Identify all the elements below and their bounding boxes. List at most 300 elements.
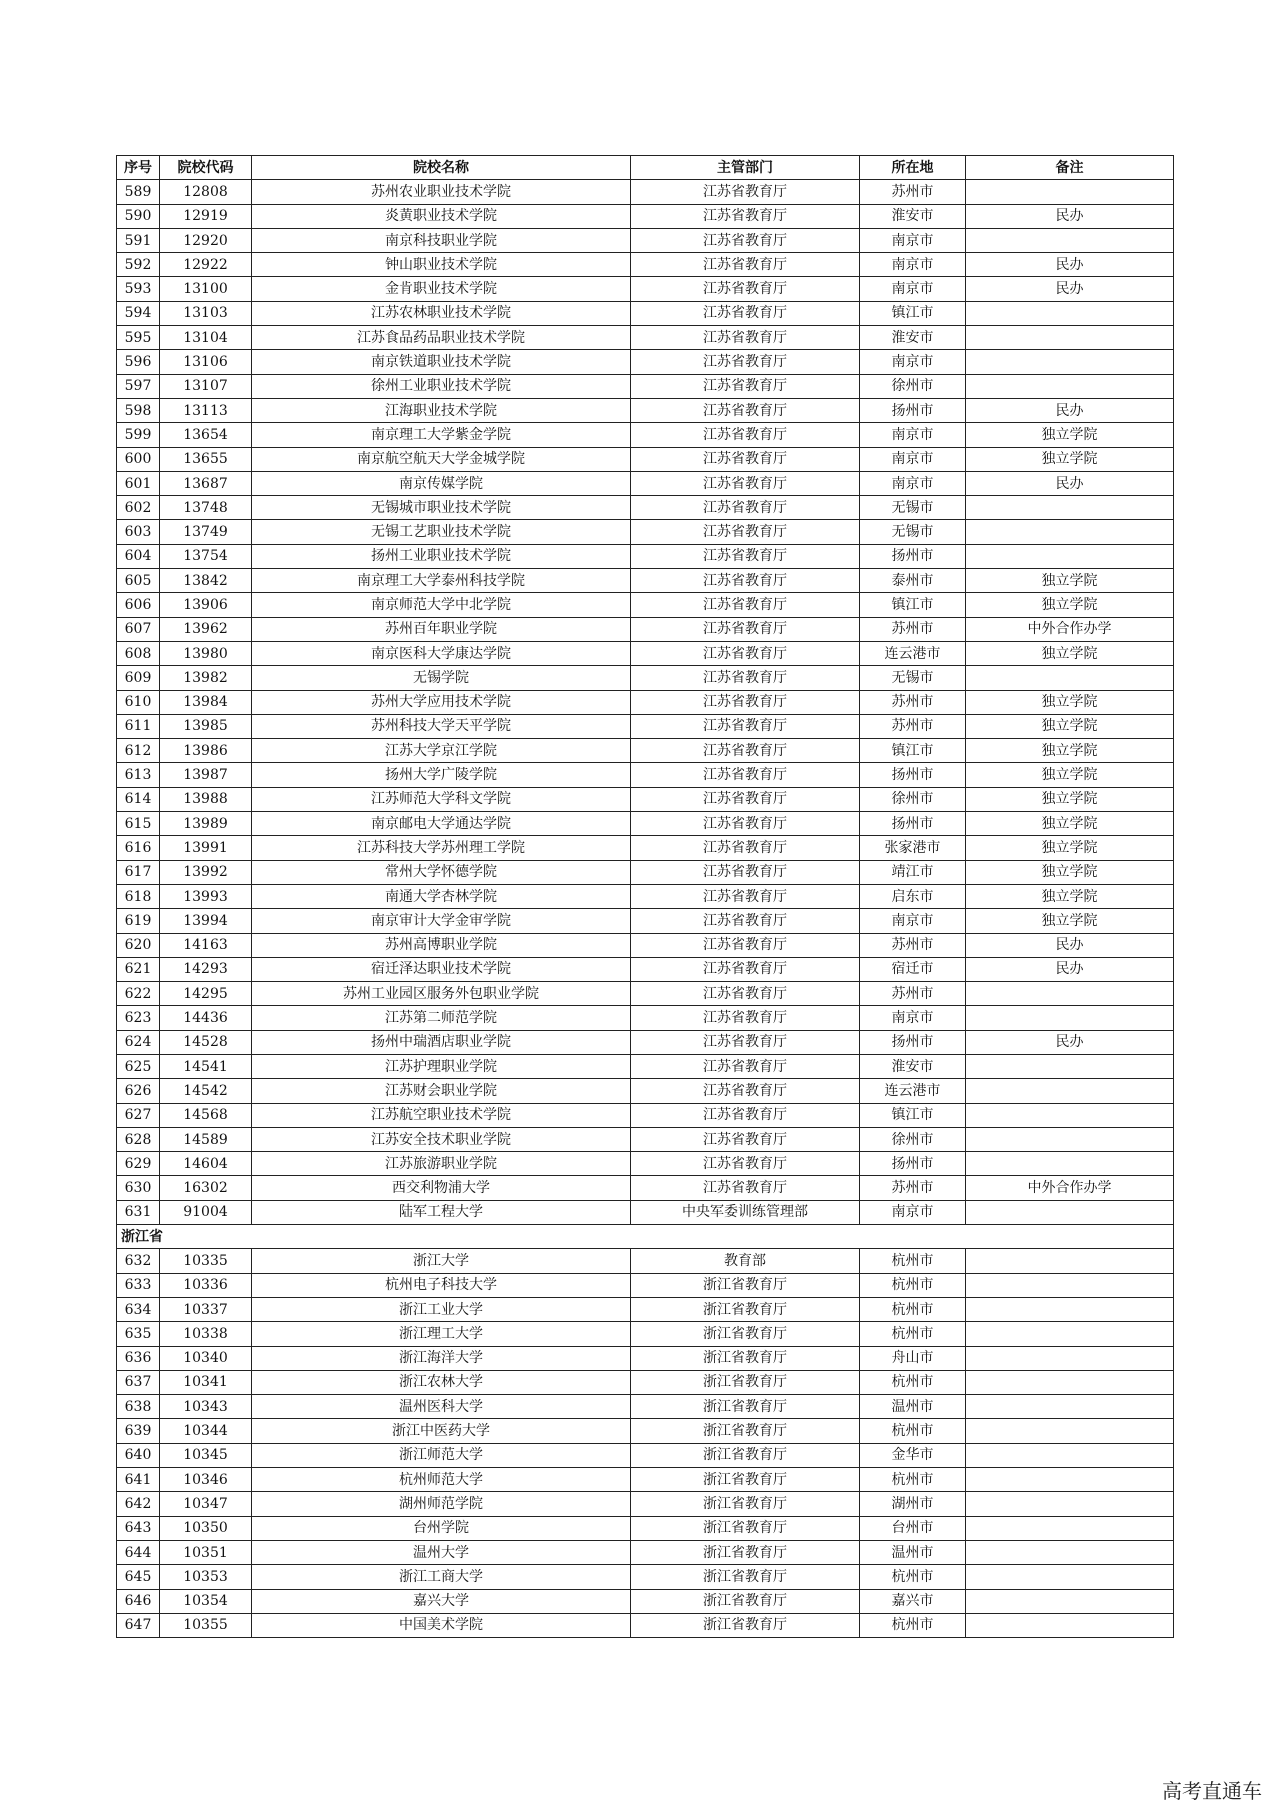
cell-department: 浙江省教育厅: [631, 1419, 860, 1443]
cell-name: 陆军工程大学: [252, 1200, 631, 1224]
cell-name: 南京理工大学紫金学院: [252, 423, 631, 447]
cell-remark: [966, 1492, 1174, 1516]
cell-location: 苏州市: [860, 714, 966, 738]
cell-location: 苏州市: [860, 180, 966, 204]
cell-name: 杭州电子科技大学: [252, 1273, 631, 1297]
cell-name: 无锡城市职业技术学院: [252, 496, 631, 520]
cell-department: 浙江省教育厅: [631, 1346, 860, 1370]
cell-remark: 独立学院: [966, 787, 1174, 811]
cell-code: 13991: [160, 836, 252, 860]
cell-serial: 604: [117, 544, 160, 568]
cell-department: 浙江省教育厅: [631, 1613, 860, 1637]
cell-code: 13993: [160, 884, 252, 908]
watermark: 高考直通车: [1162, 1779, 1262, 1803]
cell-location: 泰州市: [860, 569, 966, 593]
cell-department: 江苏省教育厅: [631, 739, 860, 763]
cell-code: 13984: [160, 690, 252, 714]
cell-location: 南京市: [860, 1006, 966, 1030]
cell-code: 13107: [160, 374, 252, 398]
table-row: [117, 1030, 1174, 1054]
cell-name: 扬州中瑞酒店职业学院: [252, 1030, 631, 1054]
cell-name: 南京传媒学院: [252, 471, 631, 495]
cell-department: 江苏省教育厅: [631, 909, 860, 933]
cell-department: 浙江省教育厅: [631, 1492, 860, 1516]
cell-code: 13962: [160, 617, 252, 641]
table-row: [117, 1370, 1174, 1394]
cell-department: 浙江省教育厅: [631, 1297, 860, 1321]
table-row: [117, 520, 1174, 544]
cell-code: 10346: [160, 1468, 252, 1492]
cell-remark: 民办: [966, 398, 1174, 422]
cell-serial: 612: [117, 739, 160, 763]
cell-remark: [966, 1322, 1174, 1346]
cell-remark: [966, 350, 1174, 374]
cell-location: 扬州市: [860, 544, 966, 568]
cell-code: 10338: [160, 1322, 252, 1346]
table-row: [117, 1127, 1174, 1151]
cell-remark: [966, 1589, 1174, 1613]
cell-code: 10353: [160, 1565, 252, 1589]
cell-remark: 中外合作办学: [966, 1176, 1174, 1200]
cell-code: 14295: [160, 982, 252, 1006]
cell-remark: [966, 228, 1174, 252]
cell-serial: 613: [117, 763, 160, 787]
cell-serial: 600: [117, 447, 160, 471]
cell-serial: 601: [117, 471, 160, 495]
cell-remark: [966, 1054, 1174, 1078]
cell-department: 江苏省教育厅: [631, 447, 860, 471]
cell-name: 常州大学怀德学院: [252, 860, 631, 884]
cell-code: 13985: [160, 714, 252, 738]
table-row: [117, 1346, 1174, 1370]
cell-location: 南京市: [860, 228, 966, 252]
cell-code: 14568: [160, 1103, 252, 1127]
cell-serial: 632: [117, 1249, 160, 1273]
cell-location: 南京市: [860, 253, 966, 277]
cell-location: 扬州市: [860, 1152, 966, 1176]
table-row: [117, 496, 1174, 520]
cell-remark: 独立学院: [966, 884, 1174, 908]
cell-serial: 630: [117, 1176, 160, 1200]
cell-name: 南京医科大学康达学院: [252, 641, 631, 665]
table-row: [117, 326, 1174, 350]
cell-code: 13103: [160, 301, 252, 325]
cell-location: 杭州市: [860, 1322, 966, 1346]
cell-location: 镇江市: [860, 593, 966, 617]
cell-serial: 623: [117, 1006, 160, 1030]
cell-remark: 中外合作办学: [966, 617, 1174, 641]
cell-serial: 625: [117, 1054, 160, 1078]
cell-remark: 独立学院: [966, 909, 1174, 933]
cell-code: 14541: [160, 1054, 252, 1078]
header-department: 主管部门: [631, 156, 860, 180]
cell-code: 12920: [160, 228, 252, 252]
cell-name: 嘉兴大学: [252, 1589, 631, 1613]
cell-department: 浙江省教育厅: [631, 1443, 860, 1467]
cell-department: 江苏省教育厅: [631, 301, 860, 325]
cell-code: 13987: [160, 763, 252, 787]
cell-department: 江苏省教育厅: [631, 1030, 860, 1054]
cell-remark: [966, 1468, 1174, 1492]
cell-department: 江苏省教育厅: [631, 1127, 860, 1151]
cell-department: 江苏省教育厅: [631, 1054, 860, 1078]
table-row: [117, 1054, 1174, 1078]
cell-serial: 608: [117, 641, 160, 665]
cell-location: 无锡市: [860, 520, 966, 544]
cell-serial: 616: [117, 836, 160, 860]
cell-department: 江苏省教育厅: [631, 957, 860, 981]
cell-name: 江苏旅游职业学院: [252, 1152, 631, 1176]
cell-department: 江苏省教育厅: [631, 253, 860, 277]
table-row: [117, 593, 1174, 617]
cell-name: 炎黄职业技术学院: [252, 204, 631, 228]
cell-serial: 609: [117, 666, 160, 690]
table-row: [117, 1589, 1174, 1613]
cell-location: 南京市: [860, 447, 966, 471]
table-row: [117, 301, 1174, 325]
cell-remark: [966, 1516, 1174, 1540]
cell-name: 南京铁道职业技术学院: [252, 350, 631, 374]
cell-name: 南京邮电大学通达学院: [252, 812, 631, 836]
cell-remark: 民办: [966, 1030, 1174, 1054]
table-row: [117, 714, 1174, 738]
cell-department: 江苏省教育厅: [631, 617, 860, 641]
cell-remark: [966, 301, 1174, 325]
cell-code: 91004: [160, 1200, 252, 1224]
cell-remark: [966, 1540, 1174, 1564]
cell-department: 江苏省教育厅: [631, 860, 860, 884]
cell-location: 南京市: [860, 909, 966, 933]
cell-location: 扬州市: [860, 398, 966, 422]
cell-location: 温州市: [860, 1395, 966, 1419]
cell-serial: 607: [117, 617, 160, 641]
cell-location: 扬州市: [860, 763, 966, 787]
cell-department: 江苏省教育厅: [631, 1079, 860, 1103]
table-row: [117, 617, 1174, 641]
cell-name: 浙江农林大学: [252, 1370, 631, 1394]
cell-department: 江苏省教育厅: [631, 933, 860, 957]
cell-location: 湖州市: [860, 1492, 966, 1516]
cell-code: 13655: [160, 447, 252, 471]
cell-code: 13748: [160, 496, 252, 520]
cell-department: 江苏省教育厅: [631, 1006, 860, 1030]
cell-remark: 民办: [966, 204, 1174, 228]
table-row: [117, 544, 1174, 568]
table-row: [117, 1079, 1174, 1103]
province-label: 浙江省: [117, 1225, 1174, 1249]
cell-name: 南京科技职业学院: [252, 228, 631, 252]
cell-code: 10347: [160, 1492, 252, 1516]
cell-department: 浙江省教育厅: [631, 1565, 860, 1589]
cell-code: 10337: [160, 1297, 252, 1321]
table-row: [117, 787, 1174, 811]
cell-serial: 614: [117, 787, 160, 811]
table-row: [117, 471, 1174, 495]
cell-remark: 民办: [966, 277, 1174, 301]
cell-name: 西交利物浦大学: [252, 1176, 631, 1200]
cell-name: 江苏第二师范学院: [252, 1006, 631, 1030]
cell-department: 江苏省教育厅: [631, 471, 860, 495]
cell-remark: [966, 544, 1174, 568]
cell-location: 连云港市: [860, 1079, 966, 1103]
cell-remark: 独立学院: [966, 739, 1174, 763]
cell-department: 江苏省教育厅: [631, 666, 860, 690]
cell-serial: 605: [117, 569, 160, 593]
cell-serial: 624: [117, 1030, 160, 1054]
table-row: [117, 884, 1174, 908]
cell-serial: 589: [117, 180, 160, 204]
cell-serial: 637: [117, 1370, 160, 1394]
cell-serial: 629: [117, 1152, 160, 1176]
cell-serial: 591: [117, 228, 160, 252]
table-row: [117, 350, 1174, 374]
cell-remark: [966, 1152, 1174, 1176]
table-row: [117, 909, 1174, 933]
table-row: [117, 204, 1174, 228]
cell-code: 13986: [160, 739, 252, 763]
cell-name: 苏州百年职业学院: [252, 617, 631, 641]
cell-code: 13749: [160, 520, 252, 544]
cell-code: 10354: [160, 1589, 252, 1613]
table-row: [117, 836, 1174, 860]
cell-serial: 645: [117, 1565, 160, 1589]
cell-name: 江苏师范大学科文学院: [252, 787, 631, 811]
cell-serial: 598: [117, 398, 160, 422]
table-row: [117, 641, 1174, 665]
table-row: [117, 1006, 1174, 1030]
table-row: [117, 739, 1174, 763]
cell-code: 13988: [160, 787, 252, 811]
cell-location: 杭州市: [860, 1297, 966, 1321]
cell-remark: [966, 520, 1174, 544]
cell-remark: 独立学院: [966, 569, 1174, 593]
cell-location: 杭州市: [860, 1468, 966, 1492]
cell-department: 江苏省教育厅: [631, 593, 860, 617]
cell-department: 中央军委训练管理部: [631, 1200, 860, 1224]
cell-serial: 636: [117, 1346, 160, 1370]
cell-location: 嘉兴市: [860, 1589, 966, 1613]
cell-location: 杭州市: [860, 1565, 966, 1589]
cell-serial: 633: [117, 1273, 160, 1297]
cell-code: 13842: [160, 569, 252, 593]
cell-serial: 606: [117, 593, 160, 617]
cell-department: 江苏省教育厅: [631, 714, 860, 738]
institution-table: [116, 155, 1174, 1638]
cell-serial: 638: [117, 1395, 160, 1419]
cell-serial: 635: [117, 1322, 160, 1346]
cell-remark: [966, 982, 1174, 1006]
table-row: [117, 982, 1174, 1006]
cell-code: 10355: [160, 1613, 252, 1637]
cell-location: 无锡市: [860, 666, 966, 690]
cell-department: 江苏省教育厅: [631, 641, 860, 665]
cell-remark: [966, 666, 1174, 690]
province-row: [117, 1225, 1174, 1249]
cell-serial: 646: [117, 1589, 160, 1613]
cell-remark: 民办: [966, 471, 1174, 495]
cell-serial: 594: [117, 301, 160, 325]
table-row: [117, 398, 1174, 422]
cell-name: 苏州农业职业技术学院: [252, 180, 631, 204]
cell-code: 10343: [160, 1395, 252, 1419]
table-row: [117, 933, 1174, 957]
cell-location: 镇江市: [860, 301, 966, 325]
cell-department: 江苏省教育厅: [631, 1176, 860, 1200]
cell-code: 14542: [160, 1079, 252, 1103]
cell-department: 江苏省教育厅: [631, 180, 860, 204]
cell-serial: 628: [117, 1127, 160, 1151]
cell-department: 江苏省教育厅: [631, 763, 860, 787]
cell-name: 浙江中医药大学: [252, 1419, 631, 1443]
table-row: [117, 1297, 1174, 1321]
cell-remark: 独立学院: [966, 690, 1174, 714]
cell-name: 江海职业技术学院: [252, 398, 631, 422]
cell-serial: 631: [117, 1200, 160, 1224]
cell-department: 江苏省教育厅: [631, 1103, 860, 1127]
cell-name: 无锡学院: [252, 666, 631, 690]
cell-location: 连云港市: [860, 641, 966, 665]
cell-serial: 615: [117, 812, 160, 836]
cell-department: 江苏省教育厅: [631, 836, 860, 860]
cell-department: 浙江省教育厅: [631, 1395, 860, 1419]
cell-location: 徐州市: [860, 787, 966, 811]
table-row: [117, 374, 1174, 398]
cell-department: 江苏省教育厅: [631, 326, 860, 350]
cell-name: 南京理工大学泰州科技学院: [252, 569, 631, 593]
cell-name: 中国美术学院: [252, 1613, 631, 1637]
cell-remark: [966, 180, 1174, 204]
cell-code: 13992: [160, 860, 252, 884]
cell-department: 江苏省教育厅: [631, 690, 860, 714]
cell-code: 10344: [160, 1419, 252, 1443]
cell-remark: 独立学院: [966, 860, 1174, 884]
table-row: [117, 1176, 1174, 1200]
table-row: [117, 763, 1174, 787]
cell-serial: 626: [117, 1079, 160, 1103]
cell-location: 南京市: [860, 277, 966, 301]
cell-remark: 独立学院: [966, 836, 1174, 860]
cell-serial: 603: [117, 520, 160, 544]
cell-serial: 592: [117, 253, 160, 277]
cell-department: 江苏省教育厅: [631, 569, 860, 593]
cell-remark: [966, 1079, 1174, 1103]
cell-location: 靖江市: [860, 860, 966, 884]
cell-name: 江苏农林职业技术学院: [252, 301, 631, 325]
cell-location: 杭州市: [860, 1370, 966, 1394]
cell-code: 16302: [160, 1176, 252, 1200]
cell-department: 江苏省教育厅: [631, 544, 860, 568]
cell-code: 13687: [160, 471, 252, 495]
table-row: [117, 957, 1174, 981]
cell-name: 浙江师范大学: [252, 1443, 631, 1467]
cell-location: 舟山市: [860, 1346, 966, 1370]
cell-remark: [966, 496, 1174, 520]
cell-location: 温州市: [860, 1540, 966, 1564]
table-row: [117, 423, 1174, 447]
cell-code: 13654: [160, 423, 252, 447]
table-row: [117, 1200, 1174, 1224]
cell-name: 浙江大学: [252, 1249, 631, 1273]
cell-name: 浙江工业大学: [252, 1297, 631, 1321]
cell-department: 江苏省教育厅: [631, 204, 860, 228]
cell-name: 苏州工业园区服务外包职业学院: [252, 982, 631, 1006]
cell-location: 徐州市: [860, 374, 966, 398]
cell-code: 14589: [160, 1127, 252, 1151]
cell-code: 13113: [160, 398, 252, 422]
cell-name: 南京审计大学金审学院: [252, 909, 631, 933]
cell-name: 江苏财会职业学院: [252, 1079, 631, 1103]
cell-name: 无锡工艺职业技术学院: [252, 520, 631, 544]
cell-remark: [966, 1443, 1174, 1467]
table-row: [117, 1103, 1174, 1127]
cell-remark: [966, 1127, 1174, 1151]
table-row: [117, 1395, 1174, 1419]
cell-name: 扬州工业职业技术学院: [252, 544, 631, 568]
table-row: [117, 1249, 1174, 1273]
cell-location: 苏州市: [860, 982, 966, 1006]
cell-remark: [966, 1419, 1174, 1443]
cell-name: 南京航空航天大学金城学院: [252, 447, 631, 471]
cell-location: 苏州市: [860, 617, 966, 641]
cell-serial: 597: [117, 374, 160, 398]
cell-serial: 595: [117, 326, 160, 350]
cell-department: 江苏省教育厅: [631, 398, 860, 422]
cell-serial: 593: [117, 277, 160, 301]
cell-location: 南京市: [860, 1200, 966, 1224]
cell-name: 江苏护理职业学院: [252, 1054, 631, 1078]
table-row: [117, 1152, 1174, 1176]
cell-department: 江苏省教育厅: [631, 496, 860, 520]
cell-department: 浙江省教育厅: [631, 1468, 860, 1492]
header-code: 院校代码: [160, 156, 252, 180]
cell-remark: [966, 1613, 1174, 1637]
cell-name: 江苏安全技术职业学院: [252, 1127, 631, 1151]
cell-department: 江苏省教育厅: [631, 520, 860, 544]
cell-name: 苏州大学应用技术学院: [252, 690, 631, 714]
cell-remark: [966, 1565, 1174, 1589]
cell-serial: 599: [117, 423, 160, 447]
cell-remark: [966, 1006, 1174, 1030]
cell-name: 浙江理工大学: [252, 1322, 631, 1346]
cell-location: 杭州市: [860, 1249, 966, 1273]
cell-serial: 611: [117, 714, 160, 738]
cell-name: 温州医科大学: [252, 1395, 631, 1419]
cell-name: 江苏科技大学苏州理工学院: [252, 836, 631, 860]
cell-department: 浙江省教育厅: [631, 1322, 860, 1346]
table-row: [117, 253, 1174, 277]
cell-code: 13100: [160, 277, 252, 301]
cell-department: 江苏省教育厅: [631, 228, 860, 252]
table-row: [117, 447, 1174, 471]
table-row: [117, 1613, 1174, 1637]
cell-location: 徐州市: [860, 1127, 966, 1151]
cell-code: 10350: [160, 1516, 252, 1540]
table-header-row: [117, 156, 1174, 180]
cell-location: 张家港市: [860, 836, 966, 860]
cell-code: 12922: [160, 253, 252, 277]
cell-code: 13980: [160, 641, 252, 665]
table-row: [117, 1468, 1174, 1492]
cell-location: 苏州市: [860, 933, 966, 957]
cell-remark: 独立学院: [966, 714, 1174, 738]
cell-name: 江苏食品药品职业技术学院: [252, 326, 631, 350]
cell-remark: 独立学院: [966, 812, 1174, 836]
cell-department: 浙江省教育厅: [631, 1370, 860, 1394]
cell-remark: [966, 1273, 1174, 1297]
cell-code: 12919: [160, 204, 252, 228]
cell-location: 杭州市: [860, 1613, 966, 1637]
cell-code: 10336: [160, 1273, 252, 1297]
